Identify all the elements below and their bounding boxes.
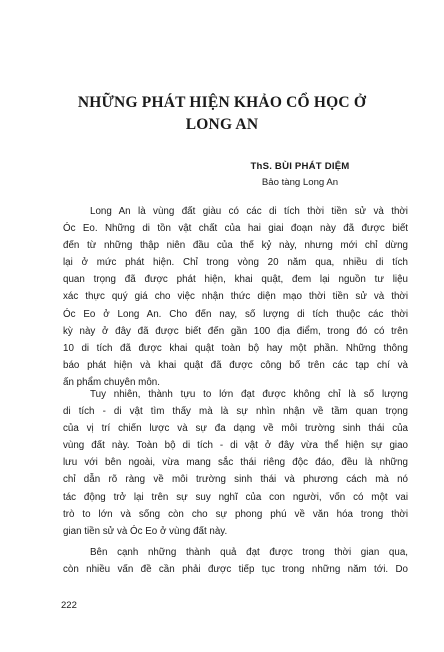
paragraph-line: đến từ những thập niên đầu của thế kỷ này, nhưng mới chỉ dừng <box>63 240 408 252</box>
paragraph-line: Tuy nhiên, thành tựu to lớn đạt được không chỉ là số lượng <box>90 389 408 400</box>
paragraph-line: di tích - di vật tìm thấy mà là sự nhìn nhận về tầm quan trọng <box>63 406 408 418</box>
paragraph-line: lại ở mức phát hiện. Chỉ trong vòng 20 năm qua, nhiều di tích <box>63 257 408 269</box>
paragraph-line: vùng đất này. Toàn bộ di tích - di vật ở đây vừa thể hiện sự giao <box>63 440 408 452</box>
author-affiliation: Bảo tàng Long An <box>261 177 339 188</box>
paragraph-line: Óc Eo ở Long An. Cho đến nay, số lượng di tích thuộc các thời <box>63 308 408 320</box>
paragraph-line: còn nhiều vấn đề cần phải được tiếp tục trong những năm tới. Do <box>63 564 408 576</box>
page-number: 222 <box>61 600 77 611</box>
author-name: ThS. BÙI PHÁT DIỆM <box>250 161 350 172</box>
paragraph-line: ấn phẩm chuyên môn. <box>63 376 160 388</box>
author-block <box>200 159 400 191</box>
paragraph-line: Bên cạnh những thành quả đạt được trong thời gian qua, <box>90 547 408 558</box>
paragraph-line: Long An là vùng đất giàu có các di tích thời tiền sử và thời <box>90 206 408 217</box>
paragraph-line: báo phát hiện và khai quật đã được công bố trên các tạp chí và <box>63 359 408 371</box>
paragraph-line: trò to lớn và sống còn cho sự phong phú về văn hóa trong thời <box>63 508 408 520</box>
article-title-line-2: LONG AN <box>185 116 259 133</box>
paragraph-3 <box>63 544 408 578</box>
paragraph-line: chỉ dẫn rõ ràng về môi trường sinh thái và phương cách mà nó <box>63 474 408 486</box>
paragraph-line: của vị trí chiến lược và sự đa dạng về môi trường sinh thái của <box>63 423 408 435</box>
paragraph-line: kỳ này ở đây đã được biết đến gần 100 địa điểm, trong đó có trên <box>63 325 408 337</box>
paragraph-line: tác động trở lại trên sự suy nghĩ của con người, vốn có một vai <box>63 491 408 503</box>
paragraph-line: 10 di tích đã được khai quật toàn bộ hay một phần. Những thông <box>63 342 408 354</box>
paragraph-line: Óc Eo. Những di tồn vật chất của hai giai đoạn này đã được biết <box>63 223 408 235</box>
paragraph-line: quan trọng đã được phát hiện, khai quật, đem lại nguồn tư liệu <box>63 274 408 286</box>
article-title-line-1: NHỮNG PHÁT HIỆN KHẢO CỔ HỌC Ở <box>77 94 367 111</box>
paragraph-2 <box>63 386 408 540</box>
paragraph-line: lưu với bên ngoài, vừa mang sắc thái riêng độc đáo, đều là những <box>63 457 408 469</box>
paragraph-line: gian tiền sử và Óc Eo ở vùng đất này. <box>63 525 228 537</box>
paragraph-1 <box>63 203 408 391</box>
article-title <box>40 92 404 136</box>
paragraph-line: xác thực quý giá cho việc nhận thức diện mạo thời tiền sử và thời <box>63 291 408 303</box>
